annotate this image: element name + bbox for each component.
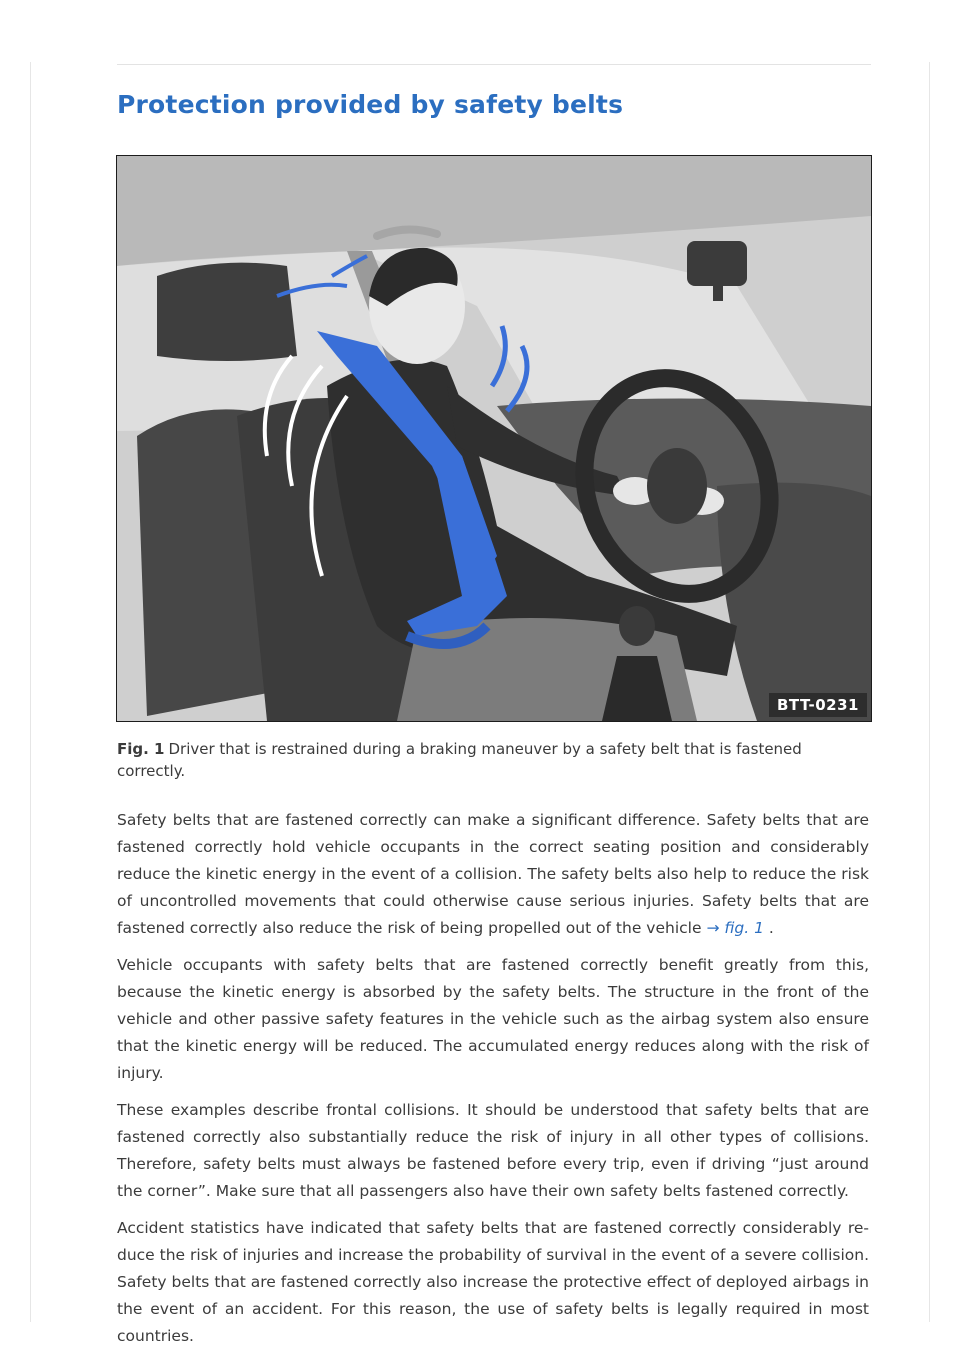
figure-reference-link[interactable]: → fig. 1	[706, 919, 764, 937]
body-text	[117, 807, 869, 1360]
paragraph-1-text: Safety belts that are fastened correctly can make a significant difference. Safety belts that are fastened correctly hold vehicle occupants in the correct seating position and considerably reduce the kinetic energy in the event of a collision. The safety belts also help to reduce the risk of uncontrolled movements that could otherwise cause serious injuries. Safety belts that are fastened correctly also reduce the risk of being propelled out of the vehicle	[117, 811, 869, 937]
paragraph-1-end: .	[768, 919, 774, 937]
left-margin-line	[30, 62, 31, 1322]
figure-caption-label: Fig. 1	[117, 740, 165, 758]
figure-code-badge: BTT-0231	[769, 693, 867, 717]
right-margin-line	[929, 62, 930, 1322]
paragraph-4: Accident statistics have indicated that safety belts that are fastened correctly considerably reduce the risk of injuries and increase the probability of survival in the event of a severe collision. Safety belts that are fastened correctly also increase the protective effect of deployed airbags in the event of an accident. For this reason, the use of safety belts is legally required in most countries.	[117, 1219, 870, 1345]
paragraph-3: These examples describe frontal collisions. It should be understood that safety belts that are fastened correctly also substantially reduce the risk of injury in all other types of collisions. Therefore, safety belts must always be fastened before every trip, even if driving “just around the corner”. Make sure that all passengers also have their own safety belts fastened correctly.	[117, 1101, 869, 1200]
paragraph-2: Vehicle occupants with safety belts that are fastened correctly benefit greatly from this, because the kinetic energy is absorbed by the safety belts. The structure in the front of the vehicle and other passive safety features in the vehicle such as the airbag system also ensure that the kinetic energy will be reduced. The accumulated energy reduces along with the risk of injury.	[117, 956, 869, 1082]
top-rule	[117, 64, 871, 65]
paragraph-1	[117, 807, 869, 942]
page-title: Protection provided by safety belts	[117, 90, 624, 119]
figure-caption-text: Driver that is restrained during a braking maneuver by a safety belt that is fastened correctly.	[117, 740, 802, 780]
figure-caption	[117, 738, 857, 782]
figure-illustration	[116, 155, 872, 722]
driver-seatbelt-illustration	[117, 156, 871, 721]
